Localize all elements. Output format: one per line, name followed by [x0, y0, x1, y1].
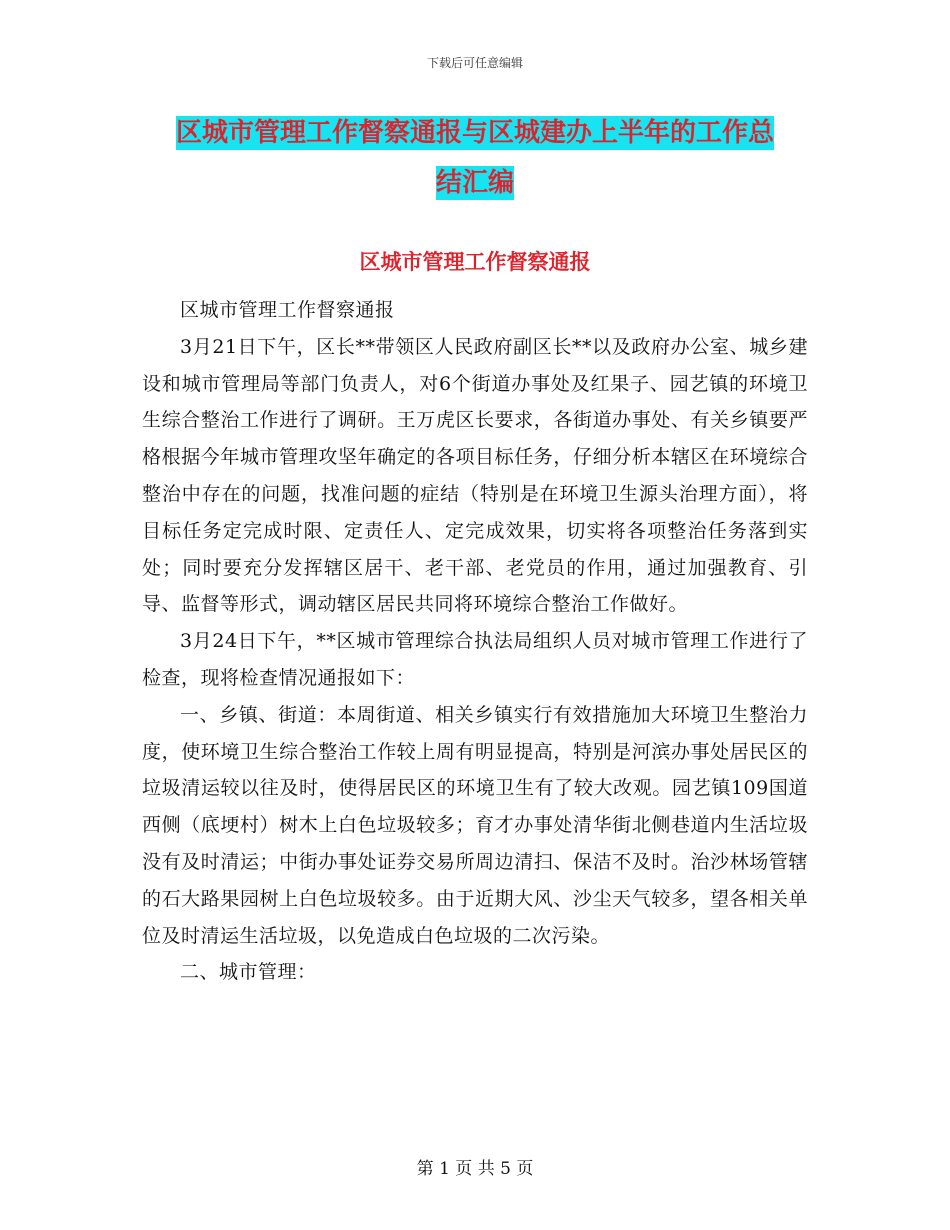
paragraph: 3月24日下午，**区城市管理综合执法局组织人员对城市管理工作进行了检查，现将检查情况通报如下： [142, 630, 808, 689]
paragraph: 3月21日下午，区长**带领区人民政府副区长**以及政府办公室、城乡建设和城市管理局等部门负责人，对6个街道办事处及红果子、园艺镇的环境卫生综合整治工作进行了调研。王万虎区长要求，各街道办事处、有关乡镇要严格根据今年城市管理攻坚年确定的各项目标任务，仔细分析本辖区在环境综合整治中存在的问题，找准问题的症结（特别是在环境卫生源头治理方面），将目标任务定完成时限、定责任人、定完成效果，切实将各项整治任务落到实处；同时要充分发挥辖区居干、老干部、老党员的作用，通过加强教育、引导、监督等形式，调动辖区居民共同将环境综合整治工作做好。 [142, 335, 808, 616]
section-title: 区城市管理工作督察通报 [359, 250, 591, 274]
document-body [142, 292, 808, 991]
paragraph: 一、乡镇、街道：本周街道、相关乡镇实行有效措施加大环境卫生整治力度，使环境卫生综合整治工作较上周有明显提高，特别是河滨办事处居民区的垃圾清运较以往及时，使得居民区的环境卫生有了较大改观。园艺镇109国道西侧（底埂村）树木上白色垃圾较多；育才办事处清华街北侧巷道内生活垃圾没有及时清运；中街办事处证券交易所周边清扫、保洁不及时。治沙林场管辖的石大路果园树上白色垃圾较多。由于近期大风、沙尘天气较多，望各相关单位及时清运生活垃圾，以免造成白色垃圾的二次污染。 [142, 703, 808, 947]
paragraph: 二、城市管理： [180, 961, 317, 984]
header-note: 下载后可任意编辑 [426, 56, 523, 70]
paragraph: 区城市管理工作督察通报 [180, 299, 395, 321]
page-number-footer: 第 1 页 共 5 页 [416, 1159, 534, 1179]
document-title-line-2: 结汇编 [435, 168, 514, 198]
document-title-line-1: 区城市管理工作督察通报与区城建办上半年的工作总 [175, 118, 774, 148]
document-title [150, 108, 800, 208]
